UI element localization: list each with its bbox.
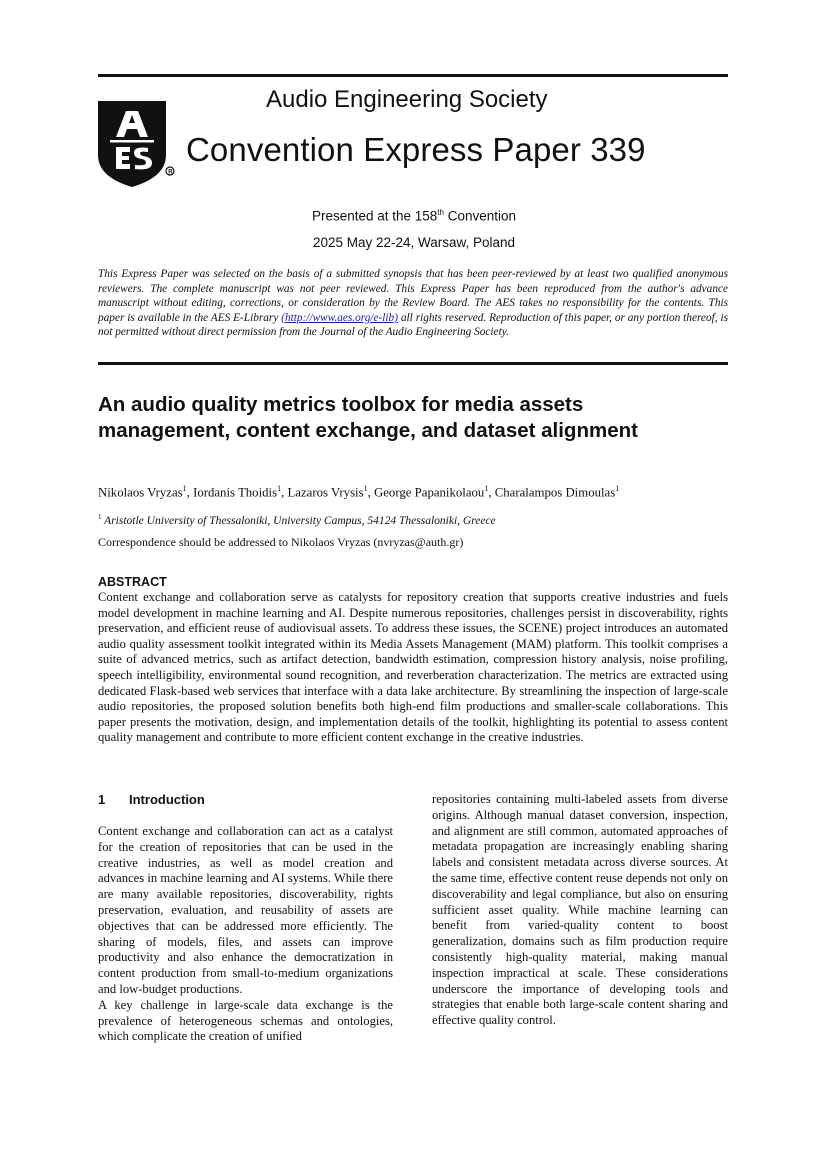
section-title: Introduction xyxy=(129,792,205,807)
abstract-text: Content exchange and collaboration serve as catalysts for repository creation that supports creative industries and fuels model development in machine learning and AI. Despite numerous repositories, challenges persist in discoverability, rights preservation, and efficient reuse of audiovisual assets. To address these issues, the SCENE) project introduces an automated audio quality assessment toolkit integrated within its Media Assets Management (MAM) platform. This toolkit comprises a suite of advanced metrics, such as artifact detection, bandwidth estimation, compression history analysis, noise profiling, speech intelligibility, environmental sound recognition, and reverberation characterization. The metrics are extracted using dedicated Flask-based web services that interface with a data lake architecture. By streamlining the inspection of large-scale audio repositories, the proposed solution benefits both high-end film productions and smaller-scale collaborations. This paper presents the motivation, design, and implementation details of the toolkit, highlighting its potential to assess content quality management and contribute to more efficient content exchange in the creative industries. xyxy=(98,590,728,745)
section-heading-introduction xyxy=(98,792,205,807)
author-affiliation-mark: 1 xyxy=(484,484,489,493)
paragraph: Content exchange and collaboration can act as a catalyst for the creation of repositories that can be used in the creative industries, as well as model creation and advances in machine learning and AI systems. While there are many available repositories, discoverability, rights preservation, evaluation, and reusability of assets are objectives that can be addressed more efficiently. The sharing of models, files, and assets can improve productivity and also enhance the democratization in content production from small-to-medium organizations and low-budget productions. xyxy=(98,824,393,996)
author-affiliation-mark: 1 xyxy=(615,484,620,493)
author-affiliation-mark: 1 xyxy=(363,484,368,493)
left-column xyxy=(98,824,393,1045)
top-rule xyxy=(98,74,728,77)
paper-type: Convention Express Paper 339 xyxy=(186,131,646,168)
mid-rule xyxy=(98,362,728,365)
date-location: 2025 May 22-24, Warsaw, Poland xyxy=(312,235,516,250)
author-affiliation-mark: 1 xyxy=(182,484,187,493)
affiliation xyxy=(98,513,738,527)
disclaimer xyxy=(98,267,728,340)
disclaimer-text-end: all rights reserved. Reproduction of this paper, or any portion thereof, is not permitted without direct permission from the Journal of the Audio Engineering Society. xyxy=(98,311,728,339)
society-name: Audio Engineering Society xyxy=(266,86,548,113)
author-name: Nikolaos Vryzas xyxy=(98,485,183,500)
author-name: Iordanis Thoidis xyxy=(193,485,278,500)
presented-ordinal: th xyxy=(437,208,444,217)
title-line-1: An audio quality metrics toolbox for media assets xyxy=(98,393,584,416)
title-line-2: management, content exchange, and dataset alignment xyxy=(98,419,638,442)
correspondence: Correspondence should be addressed to Nikolaos Vryzas (nvryzas@auth.gr) xyxy=(98,535,464,549)
affiliation-text: Aristotle University of Thessaloniki, University Campus, 54124 Thessaloniki, Greece xyxy=(101,514,496,527)
section-number: 1 xyxy=(98,792,106,807)
presented-suffix: Convention xyxy=(443,208,517,224)
author-name: Charalampos Dimoulas xyxy=(494,485,616,500)
elibrary-link[interactable]: (http://www.aes.org/e-lib) xyxy=(281,311,398,324)
author-name: Lazaros Vrysis xyxy=(287,485,364,500)
paper-title xyxy=(98,392,738,444)
author-name: George Papanikolaou xyxy=(374,485,485,500)
affiliation-mark: 1 xyxy=(98,513,102,521)
svg-text:R: R xyxy=(168,169,173,176)
presented-prefix: Presented at the 158 xyxy=(311,208,438,224)
disclaimer-text: This Express Paper was selected on the basis of a submitted synopsis that has been peer-reviewed by at least two qualified anonymous reviewers. The complete manuscript was not peer reviewed. This Express Paper has been reproduced from the author's advance manuscript without editing, corrections, or consideration by the Review Board. The AES takes no responsibility for the contents. This paper is available in the AES E-Library xyxy=(98,268,728,324)
paragraph: A key challenge in large-scale data exchange is the prevalence of heterogeneous schemas and ontologies, which complicate the creation of unified xyxy=(98,997,393,1044)
presented-line xyxy=(0,208,828,224)
aes-logo-icon xyxy=(96,97,176,189)
author-affiliation-mark: 1 xyxy=(277,484,282,493)
author-list: Nikolaos Vryzas$^1$, Iordanis Thoidis$^1$, Lazaros Vrysis$^1$, George Papanikolaou$^1$, Charalampos Dimoulas$^1$ xyxy=(98,484,620,500)
abstract-heading: ABSTRACT xyxy=(98,575,167,589)
right-column: repositories containing multi-labeled assets from diverse origins. Although manual dataset conversion, inspection, and alignment are still common, automated approaches of metadata propagation are increasingly enabling sharing labels and consistent metadata across diverse sources. At the same time, effective content reuse depends not only on discoverability and legal compliance, but also on ensuring sufficient asset quality. While machine learning can benefit from varied-quality content to boost generalization, domains such as film production require consistently high-quality material, making manual inspection impractical at scale. These considerations underscore the importance of developing tools and strategies that enable both large-scale content sharing and effective quality control. xyxy=(432,792,728,1028)
